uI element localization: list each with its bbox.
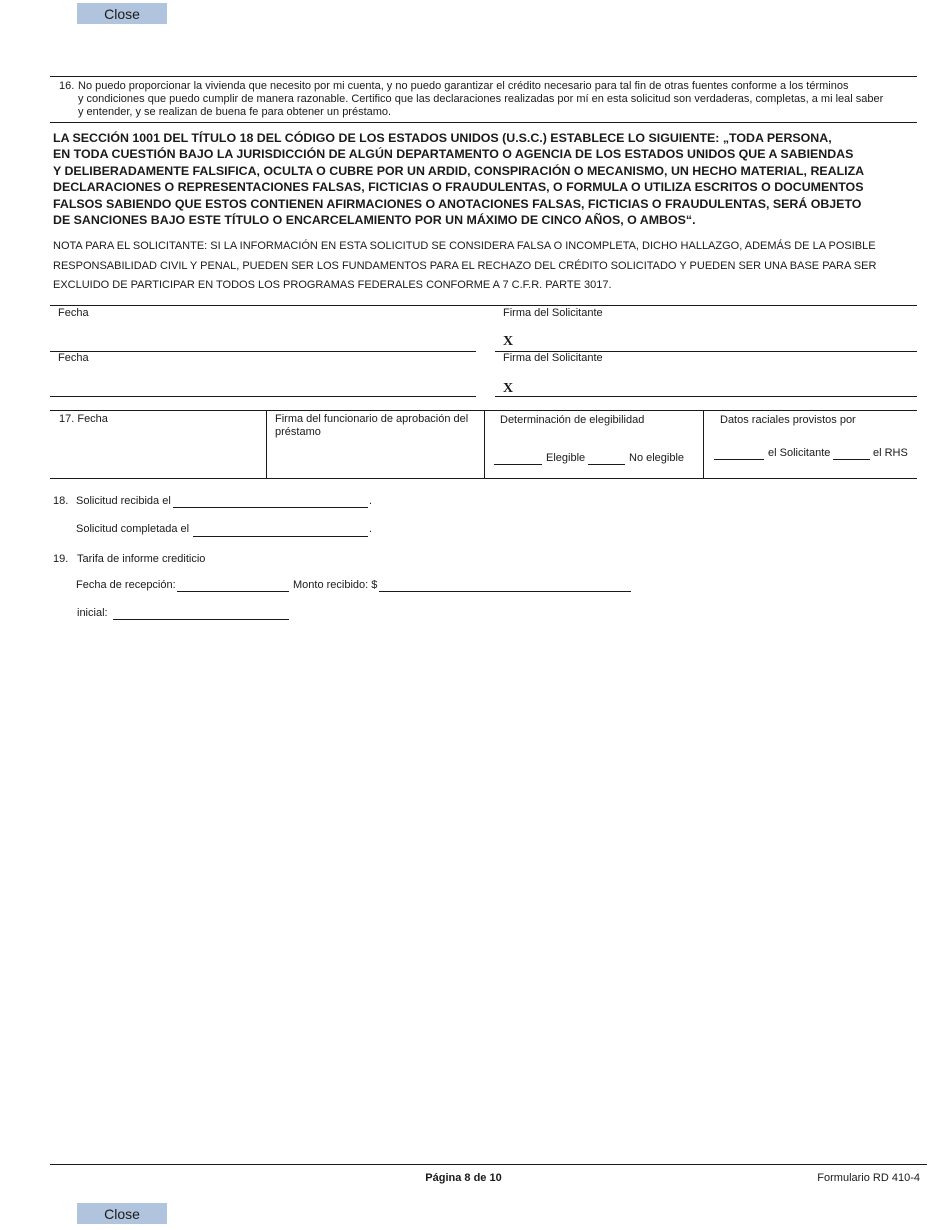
column-divider [703, 410, 704, 478]
warning-line: Y DELIBERADAMENTE FALSIFICA, OCULTA O CUBRE POR UN ARDID, CONSPIRACIÓN O MECANISMO, UN HECHO MATERIAL, REALIZA [53, 163, 865, 178]
racial-data-label: Datos raciales provistos por [720, 414, 856, 426]
item-number: 16. [59, 80, 75, 92]
applicant-note [53, 237, 903, 296]
application-received-label: Solicitud recibida el [76, 495, 171, 507]
amount-received-label: Monto recibido: $ [293, 579, 378, 591]
by-applicant-blank[interactable] [714, 459, 764, 460]
period: . [369, 495, 373, 507]
warning-line: DE SANCIONES BAJO ESTE TÍTULO O ENCARCELAMIENTO POR UN MÁXIMO DE CINCO AÑOS, O AMBOS“. [53, 213, 696, 228]
page-number: Página 8 de 10 [425, 1172, 502, 1184]
warning-line: DECLARACIONES O REPRESENTACIONES FALSAS, FICTICIAS O FRAUDULENTAS, O FORMULA O UTILIZA ESCRITOS O DOCUMENTOS [53, 180, 864, 195]
divider [50, 478, 917, 479]
date-field-2[interactable] [50, 396, 476, 397]
application-received-field[interactable] [173, 507, 368, 508]
initial-label: inicial: [77, 607, 108, 619]
amount-received-field[interactable] [379, 591, 631, 592]
item-16-line: y condiciones que puedo cumplir de manera razonable. Certifico que las declaraciones realizadas por mí en esta solicitud son verdaderas, completas, a mi leal saber [78, 93, 884, 105]
applicant-signature-field-2[interactable] [495, 396, 917, 397]
receipt-date-label: Fecha de recepción: [76, 579, 176, 591]
officer-signature-label: Firma del funcionario de aprobación del préstamo [275, 413, 469, 438]
item-number: 18. [53, 495, 69, 507]
close-button-bottom[interactable]: Close [77, 1203, 167, 1224]
column-divider [484, 410, 485, 478]
application-completed-label: Solicitud completada el [76, 523, 190, 535]
column-divider [266, 410, 267, 478]
warning-line: FALSOS SABIENDO QUE ESTOS CONTIENEN AFIRMACIONES O ANOTACIONES FALSAS, FICTICIAS O FRAUDULENTAS, SERÁ OBJETO [53, 196, 862, 211]
initial-field[interactable] [113, 619, 289, 620]
warning-line: LA SECCIÓN 1001 DEL TÍTULO 18 DEL CÓDIGO DE LOS ESTADOS UNIDOS (U.S.C.) ESTABLECE LO SIGUIENTE: „TODA PERSONA, [53, 131, 832, 145]
divider [50, 305, 917, 306]
by-rhs-blank[interactable] [833, 459, 870, 460]
date-label: Fecha [58, 352, 89, 364]
applicant-signature-label: Firma del Solicitante [503, 352, 603, 364]
note-line: NOTA PARA EL SOLICITANTE: SI LA INFORMACIÓN EN ESTA SOLICITUD SE CONSIDERA FALSA O INCOMPLETA, DICHO HALLAZGO, ADEMÁS DE LA POSIBLE [53, 240, 876, 252]
warning-line: EN TODA CUESTIÓN BAJO LA JURISDICCIÓN DE ALGÚN DEPARTAMENTO O AGENCIA DE LOS ESTADOS UNIDOS QUE A SABIENDAS [53, 147, 854, 162]
by-applicant-label: el Solicitante [768, 447, 831, 459]
item-16-line: y entender, y se realizan de buena fe para obtener un préstamo. [78, 106, 392, 118]
eligibility-label: Determinación de elegibilidad [500, 414, 645, 426]
note-line: EXCLUIDO DE PARTICIPAR EN TODOS LOS PROGRAMAS FEDERALES CONFORME A 7 C.F.R. PARTE 3017. [53, 279, 612, 291]
divider [50, 76, 917, 77]
receipt-date-field[interactable] [177, 591, 289, 592]
item-16-certification [59, 80, 889, 119]
signature-x-mark: X [503, 334, 514, 349]
application-completed-field[interactable] [193, 536, 368, 537]
by-rhs-label: el RHS [873, 447, 908, 459]
item-16-line: No puedo proporcionar la vivienda que necesito por mi cuenta, y no puedo garantizar el crédito necesario para tal fin de otras fuentes conforme a los términos [78, 80, 849, 92]
divider [50, 122, 917, 123]
signature-x-mark: X [503, 381, 514, 396]
close-button-top[interactable]: Close [77, 3, 167, 24]
eligible-label: Elegible [546, 452, 586, 464]
eligible-blank[interactable] [494, 464, 542, 465]
legal-warning [53, 130, 903, 228]
period: . [369, 523, 373, 535]
applicant-signature-label: Firma del Solicitante [503, 307, 603, 319]
form-id: Formulario RD 410-4 [817, 1172, 920, 1184]
not-eligible-blank[interactable] [588, 464, 625, 465]
credit-report-fee-title: Tarifa de informe crediticio [77, 553, 206, 565]
date-field-1[interactable] [50, 351, 476, 352]
note-line: RESPONSABILIDAD CIVIL Y PENAL, PUEDEN SER LOS FUNDAMENTOS PARA EL RECHAZO DEL CRÉDITO SOLICITADO Y PUEDEN SER UNA BASE PARA SER [53, 259, 877, 272]
not-eligible-label: No elegible [629, 452, 685, 464]
item-number: 19. [53, 553, 69, 565]
date-label: Fecha [58, 307, 89, 319]
footer-divider [50, 1164, 927, 1165]
item-17-date-label: 17. Fecha [59, 413, 108, 425]
